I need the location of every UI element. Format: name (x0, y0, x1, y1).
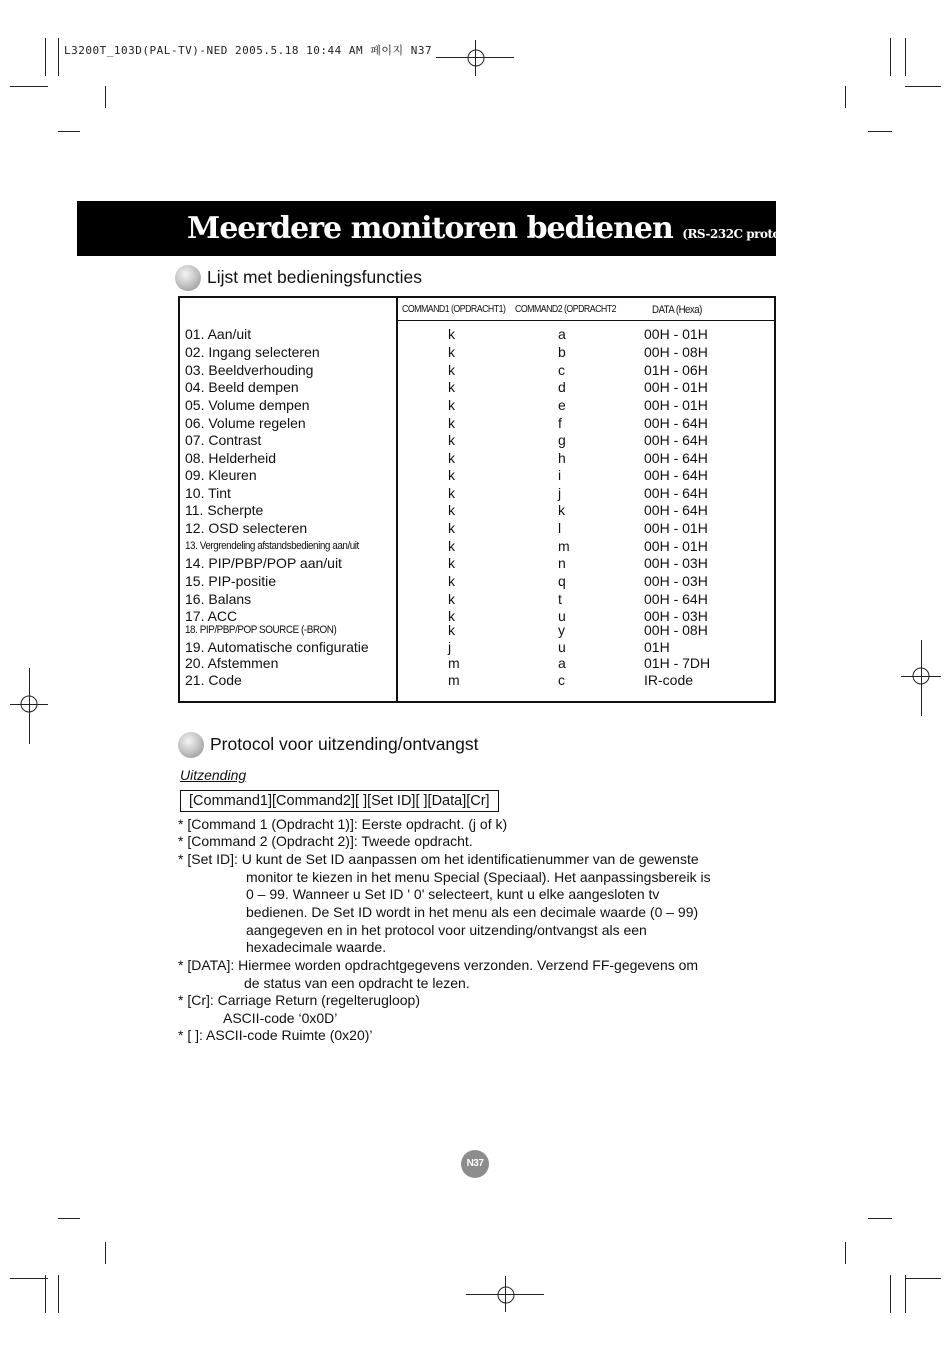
cell-command1: j (448, 639, 452, 655)
cell-function-name: 06. Volume regelen (185, 415, 306, 431)
note-line: aangegeven en in het protocol voor uitzending/ontvangst als een (246, 922, 647, 938)
cell-function-name: 21. Code (185, 672, 242, 688)
section-heading-protocol: Protocol voor uitzending/ontvangst (210, 734, 479, 754)
cell-function-name: 09. Kleuren (185, 467, 257, 483)
cell-command2: m (558, 538, 570, 554)
section-bullet-icon (175, 265, 201, 291)
cell-command1: k (448, 415, 455, 431)
table-row (180, 485, 774, 503)
section-heading-functions: Lijst met bedieningsfuncties (207, 267, 422, 287)
cell-function-name: 17. ACC (185, 608, 238, 624)
cell-data: 00H - 03H (644, 608, 708, 624)
cell-data: 00H - 64H (644, 450, 708, 466)
cell-data: 00H - 64H (644, 502, 708, 518)
cell-command2: i (558, 467, 562, 483)
print-header: L3200T_103D(PAL-TV)-NED 2005.5.18 10:44 AM 페이지 N37 (64, 44, 433, 57)
table-row (180, 591, 774, 609)
cell-data: 01H (644, 639, 670, 655)
cell-command2: q (558, 573, 566, 589)
cell-function-name: 19. Automatische configuratie (185, 639, 369, 655)
cell-function-name: 04. Beeld dempen (185, 379, 299, 395)
cell-command1: k (448, 573, 455, 589)
cell-data: IR-code (644, 672, 694, 688)
cell-command1: k (448, 608, 455, 624)
cell-command2: c (558, 672, 565, 688)
cell-function-name: 03. Beeldverhouding (185, 362, 314, 378)
cell-data: 00H - 01H (644, 379, 708, 395)
cell-command1: k (448, 326, 455, 342)
cell-data: 00H - 64H (644, 415, 708, 431)
cell-command2: e (558, 397, 566, 413)
cell-data: 00H - 03H (644, 555, 708, 571)
table-row (180, 362, 774, 380)
table-row (180, 655, 774, 673)
cell-command2: a (558, 655, 566, 671)
cell-command2: k (558, 502, 565, 518)
note-line: ASCII-code ‘0x0D’ (223, 1010, 338, 1026)
cell-data: 00H - 08H (644, 622, 708, 638)
note-line: monitor te kiezen in het menu Special (Speciaal). Het aanpassingsbereik is (246, 869, 711, 885)
table-row (180, 520, 774, 538)
cell-command1: k (448, 379, 455, 395)
table-row (180, 397, 774, 415)
cell-command1: k (448, 450, 455, 466)
cell-function-name: 10. Tint (185, 485, 231, 501)
table-row (180, 573, 774, 591)
cell-function-name: 12. OSD selecteren (185, 520, 308, 536)
cell-command2: y (558, 622, 565, 638)
cell-data: 00H - 03H (644, 573, 708, 589)
page-title-main: Meerdere monitoren bedienen (187, 211, 673, 246)
page-title-bar (77, 201, 804, 256)
cell-command2: u (558, 608, 566, 624)
section-bullet-icon (178, 732, 204, 758)
cell-data: 00H - 08H (644, 344, 708, 360)
cell-function-name: 15. PIP-positie (185, 573, 277, 589)
cell-function-name: 16. Balans (185, 591, 252, 607)
cell-command2: g (558, 432, 566, 448)
cell-data: 00H - 64H (644, 485, 708, 501)
cell-function-name: 07. Contrast (185, 432, 262, 448)
note-line: de status van een opdracht te lezen. (244, 975, 470, 991)
cell-function-name: 02. Ingang selecteren (185, 344, 320, 360)
cell-data: 00H - 01H (644, 520, 708, 536)
cell-data: 00H - 64H (644, 432, 708, 448)
cell-function-name: 08. Helderheid (185, 450, 277, 466)
cell-data: 01H - 7DH (644, 655, 711, 671)
cell-command1: k (448, 344, 455, 360)
column-header-data: DATA (Hexa) (652, 304, 702, 316)
cell-data: 00H - 01H (644, 397, 708, 413)
note-line: * [DATA]: Hiermee worden opdrachtgegevens verzonden. Verzend FF-gegevens om (178, 957, 699, 973)
cell-command1: k (448, 520, 455, 536)
cell-command1: k (448, 397, 455, 413)
cell-data: 00H - 01H (644, 326, 708, 342)
cell-command2: f (558, 415, 562, 431)
cell-data: 01H - 06H (644, 362, 708, 378)
cell-data: 00H - 64H (644, 467, 708, 483)
cell-function-name: 14. PIP/PBP/POP aan/uit (185, 555, 342, 571)
table-row (180, 379, 774, 397)
table-row (180, 326, 774, 344)
note-line: hexadecimale waarde. (246, 939, 387, 955)
cell-command1: k (448, 502, 455, 518)
note-line: * [Set ID]: U kunt de Set ID aanpassen om het identificatienummer van de gewenste (178, 851, 699, 867)
cell-command1: k (448, 362, 455, 378)
cell-command1: k (448, 555, 455, 571)
table-row (180, 467, 774, 485)
cell-function-name: 11. Scherpte (185, 502, 264, 518)
cell-function-name: 05. Volume dempen (185, 397, 310, 413)
cell-command2: u (558, 639, 566, 655)
column-header-command1: COMMAND1 (OPDRACHT1) (402, 304, 506, 315)
note-line: * [Cr]: Carriage Return (regelterugloop) (178, 992, 420, 1008)
note-line: 0 – 99. Wanneer u Set ID ' 0' selecteert, kunt u elke aangesloten tv (246, 886, 660, 902)
column-header-command2: COMMAND2 (OPDRACHT2 (515, 304, 616, 315)
cell-command2: b (558, 344, 566, 360)
cell-function-name: 18. PIP/PBP/POP SOURCE (-BRON) (185, 624, 337, 636)
cell-data: 00H - 01H (644, 538, 708, 554)
table-row (180, 415, 774, 433)
cell-command2: a (558, 326, 566, 342)
cell-command2: l (558, 520, 562, 536)
cell-command2: c (558, 362, 565, 378)
cell-function-name: 13. Vergrendeling afstandsbediening aan/uit (185, 540, 359, 552)
table-row (180, 344, 774, 362)
protocol-format-box: [Command1][Command2][ ][Set ID][ ][Data][Cr] (180, 790, 499, 812)
cell-command1: k (448, 467, 455, 483)
cell-command1: k (448, 485, 455, 501)
cell-command1: m (448, 655, 460, 671)
cell-function-name: 20. Afstemmen (185, 655, 279, 671)
note-line: bedienen. De Set ID wordt in het menu als een decimale waarde (0 – 99) (246, 904, 699, 920)
cell-command2: t (558, 591, 562, 607)
page-title-sub: (RS-232C protocol) (682, 227, 804, 241)
subheading-uitzending: Uitzending (180, 767, 247, 783)
table-row (180, 672, 774, 690)
cell-command1: m (448, 672, 460, 688)
page-number-badge: N37 (461, 1150, 489, 1178)
table-row (180, 555, 774, 573)
cell-command2: n (558, 555, 566, 571)
table-row (180, 538, 774, 556)
cell-command1: k (448, 591, 455, 607)
note-line: * [ ]: ASCII-code Ruimte (0x20)’ (178, 1027, 373, 1043)
cell-command2: j (558, 485, 562, 501)
cell-command2: h (558, 450, 566, 466)
cell-command2: d (558, 379, 566, 395)
table-row (180, 622, 774, 640)
cell-command1: k (448, 538, 455, 554)
command-table (178, 296, 776, 703)
cell-data: 00H - 64H (644, 591, 708, 607)
page-title (187, 211, 804, 246)
cell-function-name: 01. Aan/uit (185, 326, 252, 342)
note-line: * [Command 2 (Opdracht 2)]: Tweede opdracht. (178, 833, 473, 849)
cell-command1: k (448, 432, 455, 448)
note-line: * [Command 1 (Opdracht 1)]: Eerste opdracht. (j of k) (178, 816, 508, 832)
table-row (180, 432, 774, 450)
table-header-rule (396, 320, 774, 321)
cell-command1: k (448, 622, 455, 638)
table-row (180, 502, 774, 520)
table-row (180, 450, 774, 468)
